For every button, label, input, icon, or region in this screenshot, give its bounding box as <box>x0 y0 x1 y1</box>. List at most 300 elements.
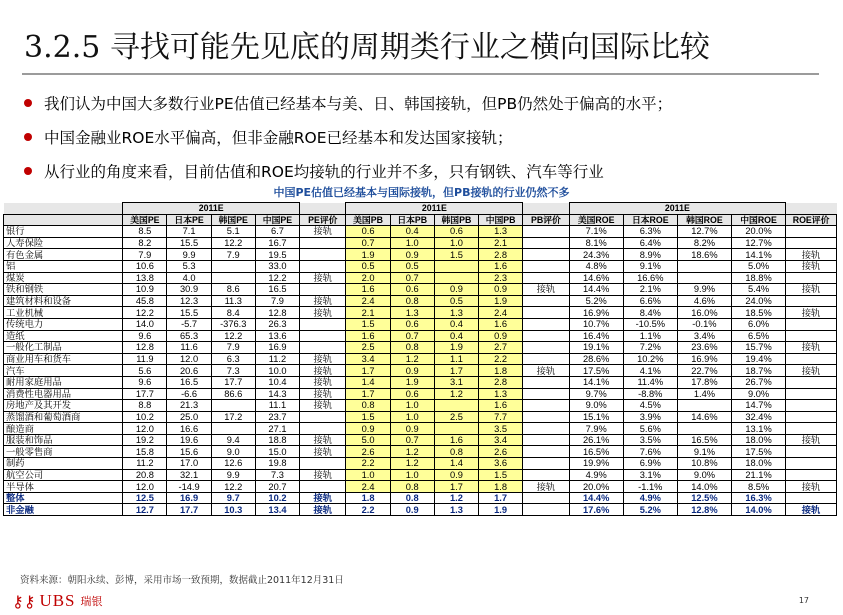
data-cell: 0.6 <box>390 318 434 330</box>
data-cell: 1.8 <box>479 365 523 377</box>
bullet-item <box>24 154 672 188</box>
data-cell: 9.6 <box>123 376 167 388</box>
data-cell: 11.9 <box>123 353 167 365</box>
data-cell: 16.5 <box>255 284 299 296</box>
data-cell <box>523 237 569 249</box>
column-header: 美国ROE <box>569 214 623 226</box>
source-note: 资料来源：朝阳永续、彭博，采用市场一致预期，数据截止2011年12月31日 <box>20 575 344 586</box>
data-cell <box>786 388 837 400</box>
data-cell: 18.6% <box>677 249 731 261</box>
data-cell: 1.3 <box>479 226 523 238</box>
logo-brand: UBS <box>39 591 76 610</box>
data-cell: 7.1% <box>569 226 623 238</box>
data-cell: 1.0 <box>390 411 434 423</box>
data-cell: 2.4 <box>346 481 390 493</box>
data-cell <box>300 330 346 342</box>
bullet-item <box>24 86 672 120</box>
table-row <box>4 342 837 354</box>
data-cell: -376.3 <box>211 318 255 330</box>
data-cell: 5.2% <box>569 295 623 307</box>
bullet-text: 我们认为中国大多数行业PE估值已经基本与美、日、韩国接轨，但PB仍然处于偏高的水平； <box>44 95 673 113</box>
data-cell: 1.9 <box>479 504 523 516</box>
data-cell: 2.2 <box>479 353 523 365</box>
data-cell: 8.2% <box>677 237 731 249</box>
data-cell: 20.7 <box>255 481 299 493</box>
data-cell: 3.4% <box>677 330 731 342</box>
data-cell: 11.4% <box>623 376 677 388</box>
data-cell <box>300 342 346 354</box>
data-cell: 12.5 <box>123 492 167 504</box>
data-cell <box>786 318 837 330</box>
industry-label: 酿造商 <box>4 423 123 435</box>
table-row <box>4 423 837 435</box>
data-cell: 9.7 <box>211 492 255 504</box>
data-cell: 8.5 <box>123 226 167 238</box>
table-row <box>4 365 837 377</box>
data-cell: 1.0 <box>346 469 390 481</box>
data-cell <box>434 423 478 435</box>
bullet-dot-icon <box>24 133 32 141</box>
data-cell: 5.6 <box>123 365 167 377</box>
bullet-item <box>24 120 672 154</box>
data-cell: 11.6 <box>167 342 211 354</box>
table-row <box>4 330 837 342</box>
data-cell: 1.1 <box>434 353 478 365</box>
data-cell: 0.7 <box>390 272 434 284</box>
data-cell: 14.0% <box>731 504 785 516</box>
data-cell: 1.9 <box>346 249 390 261</box>
data-cell: 12.6 <box>211 458 255 470</box>
data-cell: 0.5 <box>390 260 434 272</box>
industry-label: 工业机械 <box>4 307 123 319</box>
column-header: 韩国PE <box>211 214 255 226</box>
column-header: 美国PB <box>346 214 390 226</box>
data-cell: 14.7% <box>731 400 785 412</box>
data-cell: 1.2 <box>434 388 478 400</box>
column-header: 中国ROE <box>731 214 785 226</box>
ubs-logo <box>12 590 103 612</box>
data-cell: 14.1% <box>569 376 623 388</box>
data-cell: 0.4 <box>390 226 434 238</box>
bullet-dot-icon <box>24 167 32 175</box>
data-cell: 0.7 <box>390 434 434 446</box>
data-cell: 8.4% <box>623 307 677 319</box>
data-cell <box>786 237 837 249</box>
data-cell: 2.4 <box>346 295 390 307</box>
data-cell: 接轨 <box>300 376 346 388</box>
data-cell: 16.5% <box>569 446 623 458</box>
data-cell: 2.1% <box>623 284 677 296</box>
data-cell: 9.0% <box>677 469 731 481</box>
ubs-keys-icon: ⚷⚷ <box>12 591 36 611</box>
data-cell: 13.6 <box>255 330 299 342</box>
data-cell: 0.4 <box>434 330 478 342</box>
data-cell: 1.5 <box>346 411 390 423</box>
data-cell: 5.4% <box>731 284 785 296</box>
data-cell <box>434 400 478 412</box>
data-cell: 13.8 <box>123 272 167 284</box>
data-cell: 23.7 <box>255 411 299 423</box>
data-cell: 1.1% <box>623 330 677 342</box>
data-cell: 1.8 <box>479 481 523 493</box>
data-cell: 12.8 <box>123 342 167 354</box>
table-caption: 中国PE估值已经基本与国际接轨，但PB接轨的行业仍然不多 <box>273 186 570 199</box>
industry-label: 蒸馏酒和葡萄酒商 <box>4 411 123 423</box>
industry-label: 传统电力 <box>4 318 123 330</box>
data-cell: 1.7 <box>346 388 390 400</box>
data-cell: 65.3 <box>167 330 211 342</box>
data-cell: 2.5 <box>434 411 478 423</box>
data-cell: 9.1% <box>623 260 677 272</box>
data-cell: 25.0 <box>167 411 211 423</box>
data-cell: 14.1% <box>731 249 785 261</box>
data-cell: 1.6 <box>479 400 523 412</box>
data-cell: 10.0 <box>255 365 299 377</box>
data-cell: 8.5% <box>731 481 785 493</box>
data-cell <box>300 260 346 272</box>
data-cell: 接轨 <box>300 307 346 319</box>
data-cell: 7.3 <box>255 469 299 481</box>
data-cell: 1.0 <box>390 400 434 412</box>
industry-label: 房地产及其开发 <box>4 400 123 412</box>
data-cell: 0.6 <box>346 226 390 238</box>
data-cell: 7.9 <box>123 249 167 261</box>
data-cell: 接轨 <box>300 353 346 365</box>
data-cell: 32.4% <box>731 411 785 423</box>
data-cell: 17.6% <box>569 504 623 516</box>
data-cell: 1.6 <box>346 284 390 296</box>
page-number: 17 <box>798 596 809 605</box>
column-header: 中国PB <box>479 214 523 226</box>
data-cell: 0.9 <box>434 469 478 481</box>
data-cell <box>523 400 569 412</box>
data-cell: 1.7 <box>346 365 390 377</box>
table-row <box>4 400 837 412</box>
data-cell: 18.8% <box>731 272 785 284</box>
data-cell: 接轨 <box>786 434 837 446</box>
data-cell: 12.3 <box>167 295 211 307</box>
data-cell: 19.1% <box>569 342 623 354</box>
data-cell: 接轨 <box>523 284 569 296</box>
data-cell: 15.1% <box>569 411 623 423</box>
data-cell: 14.3 <box>255 388 299 400</box>
data-cell <box>300 481 346 493</box>
data-cell: 1.4 <box>346 376 390 388</box>
data-cell: 0.9 <box>346 423 390 435</box>
data-cell: 19.8 <box>255 458 299 470</box>
data-cell: 9.1% <box>677 446 731 458</box>
data-cell: 0.6 <box>390 388 434 400</box>
column-header: 日本PE <box>167 214 211 226</box>
data-cell: 0.5 <box>434 295 478 307</box>
data-cell <box>786 469 837 481</box>
data-cell: 16.0% <box>677 307 731 319</box>
industry-label: 一般化工制品 <box>4 342 123 354</box>
data-cell <box>786 492 837 504</box>
bullet-list <box>24 86 672 188</box>
data-cell: 16.5% <box>677 434 731 446</box>
data-cell: -8.8% <box>623 388 677 400</box>
data-cell <box>523 423 569 435</box>
data-cell: 17.0 <box>167 458 211 470</box>
industry-label: 一般零售商 <box>4 446 123 458</box>
data-cell: 3.6 <box>479 458 523 470</box>
table-row <box>4 434 837 446</box>
data-cell: 1.4% <box>677 388 731 400</box>
data-cell: 16.5 <box>167 376 211 388</box>
data-cell <box>523 330 569 342</box>
data-cell: 7.1 <box>167 226 211 238</box>
data-cell <box>786 226 837 238</box>
data-cell <box>523 446 569 458</box>
pe-year-header: 2011E <box>123 203 300 215</box>
data-cell <box>523 353 569 365</box>
data-cell: 3.5% <box>623 434 677 446</box>
table-row <box>4 226 837 238</box>
industry-label: 非金融 <box>4 504 123 516</box>
data-cell: 24.0% <box>731 295 785 307</box>
data-cell: 14.0 <box>123 318 167 330</box>
data-cell <box>211 272 255 284</box>
data-cell: 2.1 <box>346 307 390 319</box>
industry-label: 半导体 <box>4 481 123 493</box>
data-cell: 4.6% <box>677 295 731 307</box>
column-header-row <box>4 214 837 226</box>
bullet-text: 中国金融业ROE水平偏高，但非金融ROE已经基本和发达国家接轨； <box>44 129 513 147</box>
data-cell: 15.7% <box>731 342 785 354</box>
data-cell: 1.7 <box>479 492 523 504</box>
data-cell: 1.3 <box>434 307 478 319</box>
data-cell: 18.0% <box>731 434 785 446</box>
data-cell: 16.7 <box>255 237 299 249</box>
data-cell: 22.7% <box>677 365 731 377</box>
table-row <box>4 307 837 319</box>
data-cell: 15.0 <box>255 446 299 458</box>
row-label-header <box>4 214 123 226</box>
data-cell: 0.9 <box>479 330 523 342</box>
industry-label: 汽车 <box>4 365 123 377</box>
total-row <box>4 504 837 516</box>
data-cell: 0.9 <box>479 284 523 296</box>
data-cell: 5.3 <box>167 260 211 272</box>
table-row <box>4 411 837 423</box>
data-cell: 5.0% <box>731 260 785 272</box>
data-cell: 10.9 <box>123 284 167 296</box>
data-cell: 9.4 <box>211 434 255 446</box>
data-cell: 16.9 <box>255 342 299 354</box>
data-cell <box>300 237 346 249</box>
data-cell: 0.6 <box>434 226 478 238</box>
data-cell: 接轨 <box>300 388 346 400</box>
data-cell: 10.7% <box>569 318 623 330</box>
data-cell <box>523 226 569 238</box>
data-cell <box>211 400 255 412</box>
table-row <box>4 353 837 365</box>
data-cell: 12.2 <box>123 307 167 319</box>
column-header: PB评价 <box>523 214 569 226</box>
industry-label: 铁和钢铁 <box>4 284 123 296</box>
data-cell: 20.0% <box>569 481 623 493</box>
data-cell <box>523 434 569 446</box>
data-cell <box>523 295 569 307</box>
data-cell: 15.5 <box>167 237 211 249</box>
data-cell: -0.1% <box>677 318 731 330</box>
data-cell: 0.4 <box>434 318 478 330</box>
data-cell: 1.6 <box>346 330 390 342</box>
data-cell: 1.5 <box>434 249 478 261</box>
data-cell: 17.7 <box>123 388 167 400</box>
data-cell: 7.9 <box>211 342 255 354</box>
data-cell: 1.7 <box>434 365 478 377</box>
pb-eval-gap <box>523 203 569 215</box>
data-cell: 8.6 <box>211 284 255 296</box>
industry-label: 铝 <box>4 260 123 272</box>
data-cell: 接轨 <box>300 365 346 377</box>
data-cell: 24.3% <box>569 249 623 261</box>
data-cell: 1.2 <box>390 353 434 365</box>
data-cell: 2.3 <box>479 272 523 284</box>
data-cell: -14.9 <box>167 481 211 493</box>
data-cell: 15.8 <box>123 446 167 458</box>
data-cell <box>523 411 569 423</box>
data-cell: 接轨 <box>300 400 346 412</box>
data-cell: 16.4% <box>569 330 623 342</box>
data-cell: 5.0 <box>346 434 390 446</box>
data-cell: 21.3 <box>167 400 211 412</box>
data-cell: -1.1% <box>623 481 677 493</box>
bullet-text: 从行业的角度来看，目前估值和ROE均接轨的行业并不多，只有钢铁、汽车等行业 <box>44 163 604 181</box>
data-cell: 2.5 <box>346 342 390 354</box>
data-cell: 6.7 <box>255 226 299 238</box>
data-cell: 1.7 <box>434 481 478 493</box>
data-cell: 9.9% <box>677 284 731 296</box>
data-cell: 接轨 <box>786 481 837 493</box>
data-cell: 0.9 <box>390 423 434 435</box>
data-cell <box>677 400 731 412</box>
data-cell: 12.5% <box>677 492 731 504</box>
data-cell: 17.7 <box>167 504 211 516</box>
data-cell <box>300 411 346 423</box>
industry-label: 航空公司 <box>4 469 123 481</box>
data-cell: 1.2 <box>390 458 434 470</box>
data-cell: 1.9 <box>390 376 434 388</box>
data-cell: 6.4% <box>623 237 677 249</box>
table-row <box>4 260 837 272</box>
data-cell <box>677 260 731 272</box>
data-cell: 18.5% <box>731 307 785 319</box>
pe-eval-gap <box>300 203 346 215</box>
industry-label: 有色金属 <box>4 249 123 261</box>
data-cell: 12.7 <box>123 504 167 516</box>
bullet-dot-icon <box>24 99 32 107</box>
data-cell: 接轨 <box>300 272 346 284</box>
industry-label: 人寿保险 <box>4 237 123 249</box>
table-row <box>4 388 837 400</box>
data-cell: 接轨 <box>786 249 837 261</box>
data-cell: 8.4 <box>211 307 255 319</box>
data-cell: 19.5 <box>255 249 299 261</box>
data-cell: 12.8% <box>677 504 731 516</box>
table-body <box>4 226 837 516</box>
data-cell: 0.8 <box>390 295 434 307</box>
data-cell: 接轨 <box>300 446 346 458</box>
data-cell: 1.3 <box>390 307 434 319</box>
industry-label: 建筑材料和设备 <box>4 295 123 307</box>
column-header: PE评价 <box>300 214 346 226</box>
data-cell: 9.9 <box>211 469 255 481</box>
data-cell: 0.7 <box>390 330 434 342</box>
data-cell: 8.8 <box>123 400 167 412</box>
data-cell: 3.4 <box>346 353 390 365</box>
data-cell <box>523 458 569 470</box>
data-cell: 16.6% <box>623 272 677 284</box>
data-cell: 8.1% <box>569 237 623 249</box>
data-cell: 1.5 <box>346 318 390 330</box>
table-row <box>4 458 837 470</box>
data-cell <box>523 307 569 319</box>
data-cell: 19.4% <box>731 353 785 365</box>
data-cell: 0.8 <box>346 400 390 412</box>
data-cell <box>677 423 731 435</box>
data-cell: 26.7% <box>731 376 785 388</box>
data-cell: 9.0% <box>731 388 785 400</box>
data-cell: 45.8 <box>123 295 167 307</box>
data-cell: 1.5 <box>479 469 523 481</box>
page-title: 3.2.5 寻找可能先见底的周期类行业之横向国际比较 <box>24 30 710 65</box>
data-cell: 2.2 <box>346 458 390 470</box>
data-cell: -6.6 <box>167 388 211 400</box>
data-cell: 0.5 <box>346 260 390 272</box>
data-cell: 1.2 <box>434 492 478 504</box>
data-cell <box>523 272 569 284</box>
table-row <box>4 249 837 261</box>
data-cell: 9.6 <box>123 330 167 342</box>
data-cell: 9.0 <box>211 446 255 458</box>
data-cell: 3.1 <box>434 376 478 388</box>
table-row <box>4 318 837 330</box>
data-cell: 13.1% <box>731 423 785 435</box>
data-cell: 接轨 <box>300 434 346 446</box>
data-cell: 12.0 <box>123 423 167 435</box>
data-cell: 3.1% <box>623 469 677 481</box>
data-cell: 6.3% <box>623 226 677 238</box>
data-cell: 1.8 <box>346 492 390 504</box>
data-cell <box>211 260 255 272</box>
data-cell: 2.2 <box>346 504 390 516</box>
data-cell: 86.6 <box>211 388 255 400</box>
data-cell: 12.2 <box>255 272 299 284</box>
data-cell: 14.0% <box>677 481 731 493</box>
data-cell: 1.4 <box>434 458 478 470</box>
data-cell: 17.5% <box>569 365 623 377</box>
data-cell: 2.6 <box>479 446 523 458</box>
roe-eval-gap <box>786 203 837 215</box>
data-cell: 7.7 <box>479 411 523 423</box>
data-cell: 5.1 <box>211 226 255 238</box>
data-cell: 10.6 <box>123 260 167 272</box>
data-cell: 2.8 <box>479 376 523 388</box>
industry-label: 造纸 <box>4 330 123 342</box>
industry-label: 消费性电器用品 <box>4 388 123 400</box>
data-cell: 17.2 <box>211 411 255 423</box>
data-cell: 4.9% <box>569 469 623 481</box>
data-cell: 16.6 <box>167 423 211 435</box>
column-header: 韩国PB <box>434 214 478 226</box>
data-cell: -10.5% <box>623 318 677 330</box>
data-cell: 4.5% <box>623 400 677 412</box>
data-cell: 16.3% <box>731 492 785 504</box>
data-cell: 6.9% <box>623 458 677 470</box>
